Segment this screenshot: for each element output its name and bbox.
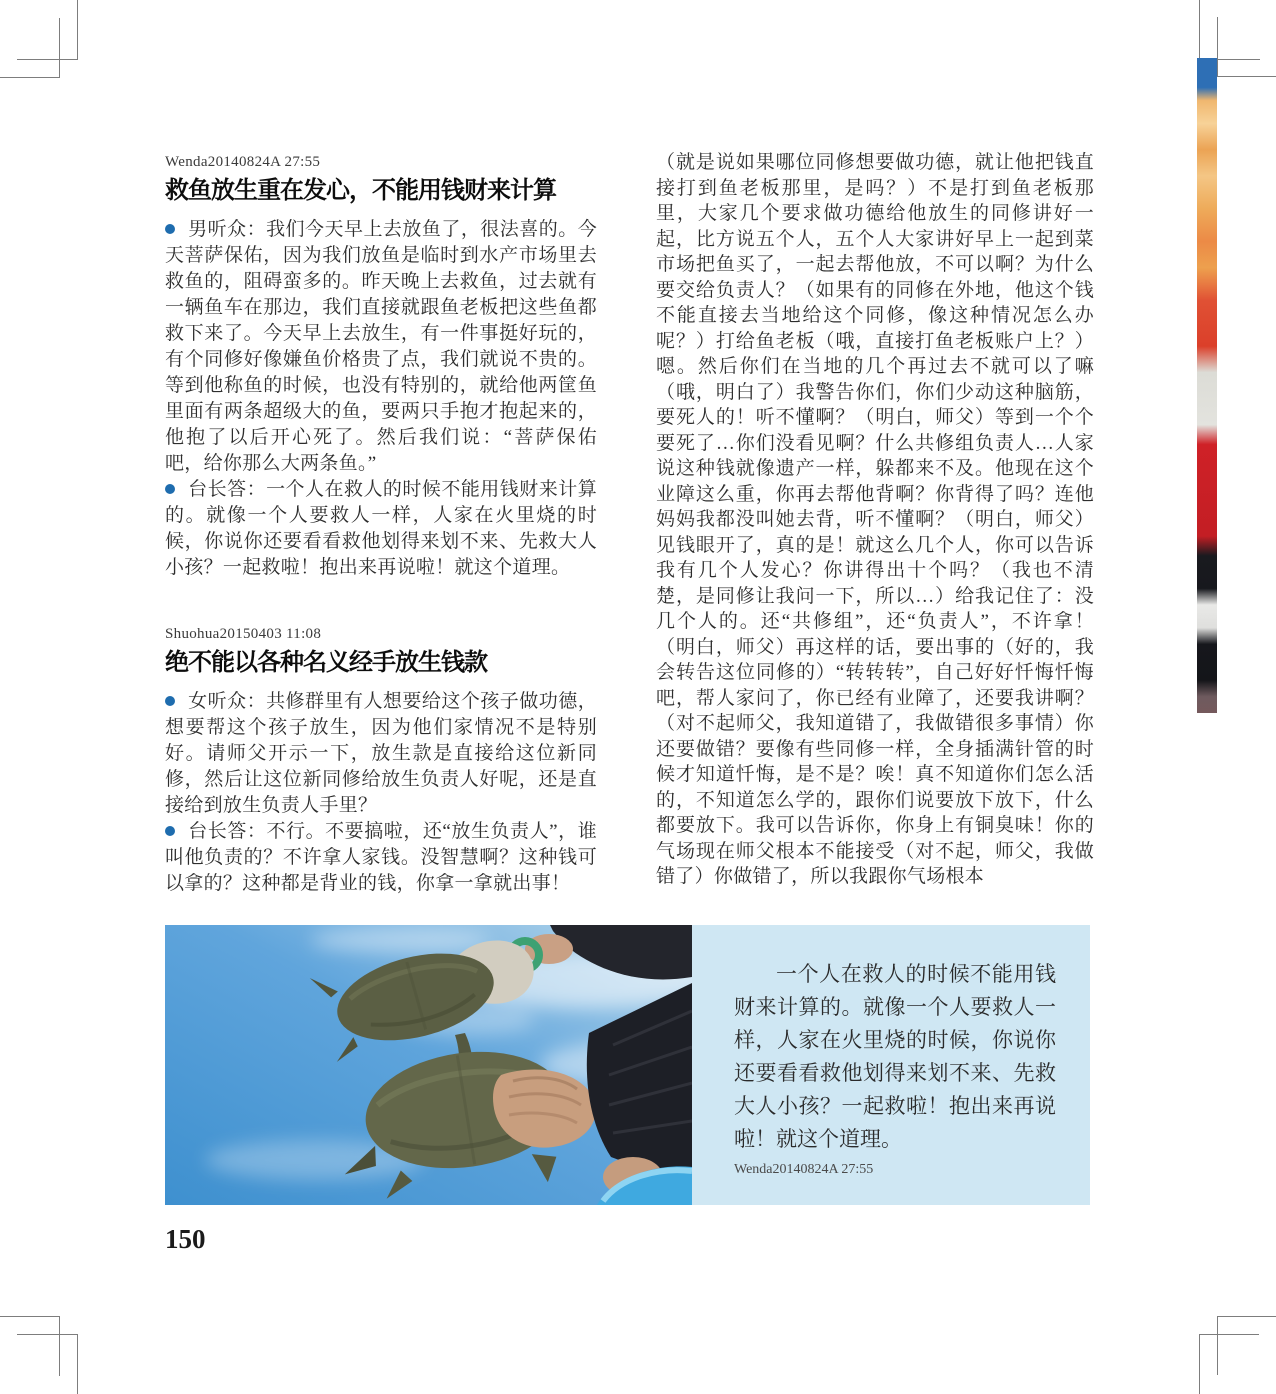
- page-number: 150: [165, 1224, 206, 1254]
- paragraph-text: 不行。不要搞啦，还“放生负责人”，谁叫他负责的？不许拿人家钱。没智慧啊？这种钱可以拿的？这种都是背业的钱，你拿一拿就出事！: [165, 821, 597, 894]
- section-2: [165, 625, 597, 897]
- quote-box: [692, 925, 1090, 1205]
- crop-mark: [1199, 1334, 1259, 1335]
- speaker-label: 台长答：: [188, 821, 267, 842]
- section-title: 救鱼放生重在发心，不能用钱财来计算: [165, 177, 556, 204]
- paragraph-text: 一个人在救人的时候不能用钱财来计算的。就像一个人要救人一样，人家在火里烧的时候，你说你还要看看救他划得来划不来、先救大人小孩？一起救啦！抱出来再说啦！就这个道理。: [165, 479, 597, 578]
- crop-mark: [77, 1334, 78, 1394]
- crop-mark: [1217, 76, 1276, 77]
- bullet-icon: [165, 484, 175, 494]
- runover-text: （就是说如果哪位同修想要做功德，就让他把钱直接打到鱼老板那里，是吗？）不是打到鱼老板那里，大家几个要求做功德给他放生的同修讲好一起，比方说五个人，五个人大家讲好早上一起到菜市场把鱼买了，一起去帮他放，不可以啊？为什么要交给负责人？（如果有的同修在外地，他这个钱不能直接去当地给这个同修，像这种情况怎么办呢？）打给鱼老板（哦，直接打鱼老板账户上？）嗯。然后你们在当地的几个再过去不就可以了嘛（哦，明白了）我警告你们，你们少动这种脑筋，要死人的！听不懂啊？（明白，师父）等到一个个要死了…你们没看见啊？什么共修组负责人…人家说这种钱就像遗产一样，躲都来不及。他现在这个业障这么重，你再去帮他背啊？你背得了吗？连他妈妈我都没叫她去背，听不懂啊？（明白，师父）见钱眼开了，真的是！就这么几个人，你可以告诉我有几个人发心？你讲得出十个吗？（我也不清楚，是同修让我问一下，所以…）给我记住了：没几个人的。还“共修组”，还“负责人”，不许拿！（明白，师父）再这样的话，要出事的（好的，我会转告这位同修的）“转转转”，自己好好忏悔忏悔吧，帮人家问了，你已经有业障了，还要我讲啊？（对不起师父，我知道错了，我做错很多事情）你还要做错？要像有些同修一样，全身插满针管的时候才知道忏悔，是不是？唉！真不知道你们怎么活的，不知道怎么学的，跟你们说要放下放下，什么都要放下。我可以告诉你，你身上有铜臭味！你的气场现在师父根本不能接受（对不起，师父，我做错了）你做错了，所以我跟你气场根本: [656, 152, 1094, 887]
- qa-paragraph: [165, 819, 597, 897]
- qa-paragraph: [165, 689, 597, 819]
- crop-mark: [1217, 17, 1218, 77]
- crop-mark: [1199, 0, 1200, 59]
- crop-mark: [1217, 1316, 1218, 1375]
- crop-mark: [1199, 1334, 1200, 1394]
- bullet-icon: [165, 224, 175, 234]
- speaker-label: 男听众：: [188, 219, 267, 240]
- quote-text: 一个人在救人的时候不能用钱财来计算的。就像一个人要救人一样，人家在火里烧的时候，你说你还要看看救他划得来划不来、先救大人小孩？一起救啦！抱出来再说啦！就这个道理。: [734, 963, 1056, 1151]
- quote-source: Wenda20140824A 27:55: [734, 1162, 874, 1177]
- crop-mark: [0, 1316, 60, 1317]
- left-column: [165, 153, 597, 897]
- bullet-icon: [165, 696, 175, 706]
- crop-mark: [59, 1316, 60, 1376]
- crop-mark: [1217, 1316, 1276, 1317]
- speaker-label: 女听众：: [188, 691, 267, 712]
- speaker-label: 台长答：: [188, 479, 267, 500]
- crop-mark: [59, 18, 60, 77]
- crop-mark: [17, 59, 78, 60]
- section-title: 绝不能以各种名义经手放生钱款: [165, 649, 487, 676]
- wrist-skin: [525, 934, 573, 964]
- bullet-icon: [165, 826, 175, 836]
- crop-mark: [77, 0, 78, 59]
- section-1: [165, 153, 597, 581]
- right-column: [656, 150, 1094, 890]
- recording-reference: Shuohua20150403 11:08: [165, 626, 322, 642]
- page-edge-photo-strip: [1197, 58, 1217, 713]
- release-photo: [165, 925, 692, 1205]
- qa-paragraph: [165, 217, 597, 477]
- paragraph-text: 共修群里有人想要给这个孩子做功德，想要帮这个孩子放生，因为他们家情况不是特别好。请师父开示一下，放生款是直接给这位新同修，然后让这位新同修给放生负责人好呢，还是直接给到放生负责人手里？: [165, 691, 597, 816]
- media-row: [165, 925, 1090, 1205]
- recording-reference: Wenda20140824A 27:55: [165, 154, 321, 170]
- crop-mark: [17, 1334, 78, 1335]
- crop-mark: [0, 77, 60, 78]
- paragraph-text: 我们今天早上去放鱼了，很法喜的。今天菩萨保佑，因为我们放鱼是临时到水产市场里去救鱼的，阻碍蛮多的。昨天晚上去救鱼，过去就有一辆鱼车在那边，我们直接就跟鱼老板把这些鱼都救下来了。今天早上去放生，有一件事挺好玩的，有个同修好像嫌鱼价格贵了点，我们就说不贵的。等到他称鱼的时候，也没有特别的，就给他两筐鱼里面有两条超级大的鱼，要两只手抱才抱起来的，他抱了以后开心死了。然后我们说：“菩萨保佑吧，给你那么大两条鱼。”: [165, 219, 597, 474]
- qa-paragraph: [165, 477, 597, 581]
